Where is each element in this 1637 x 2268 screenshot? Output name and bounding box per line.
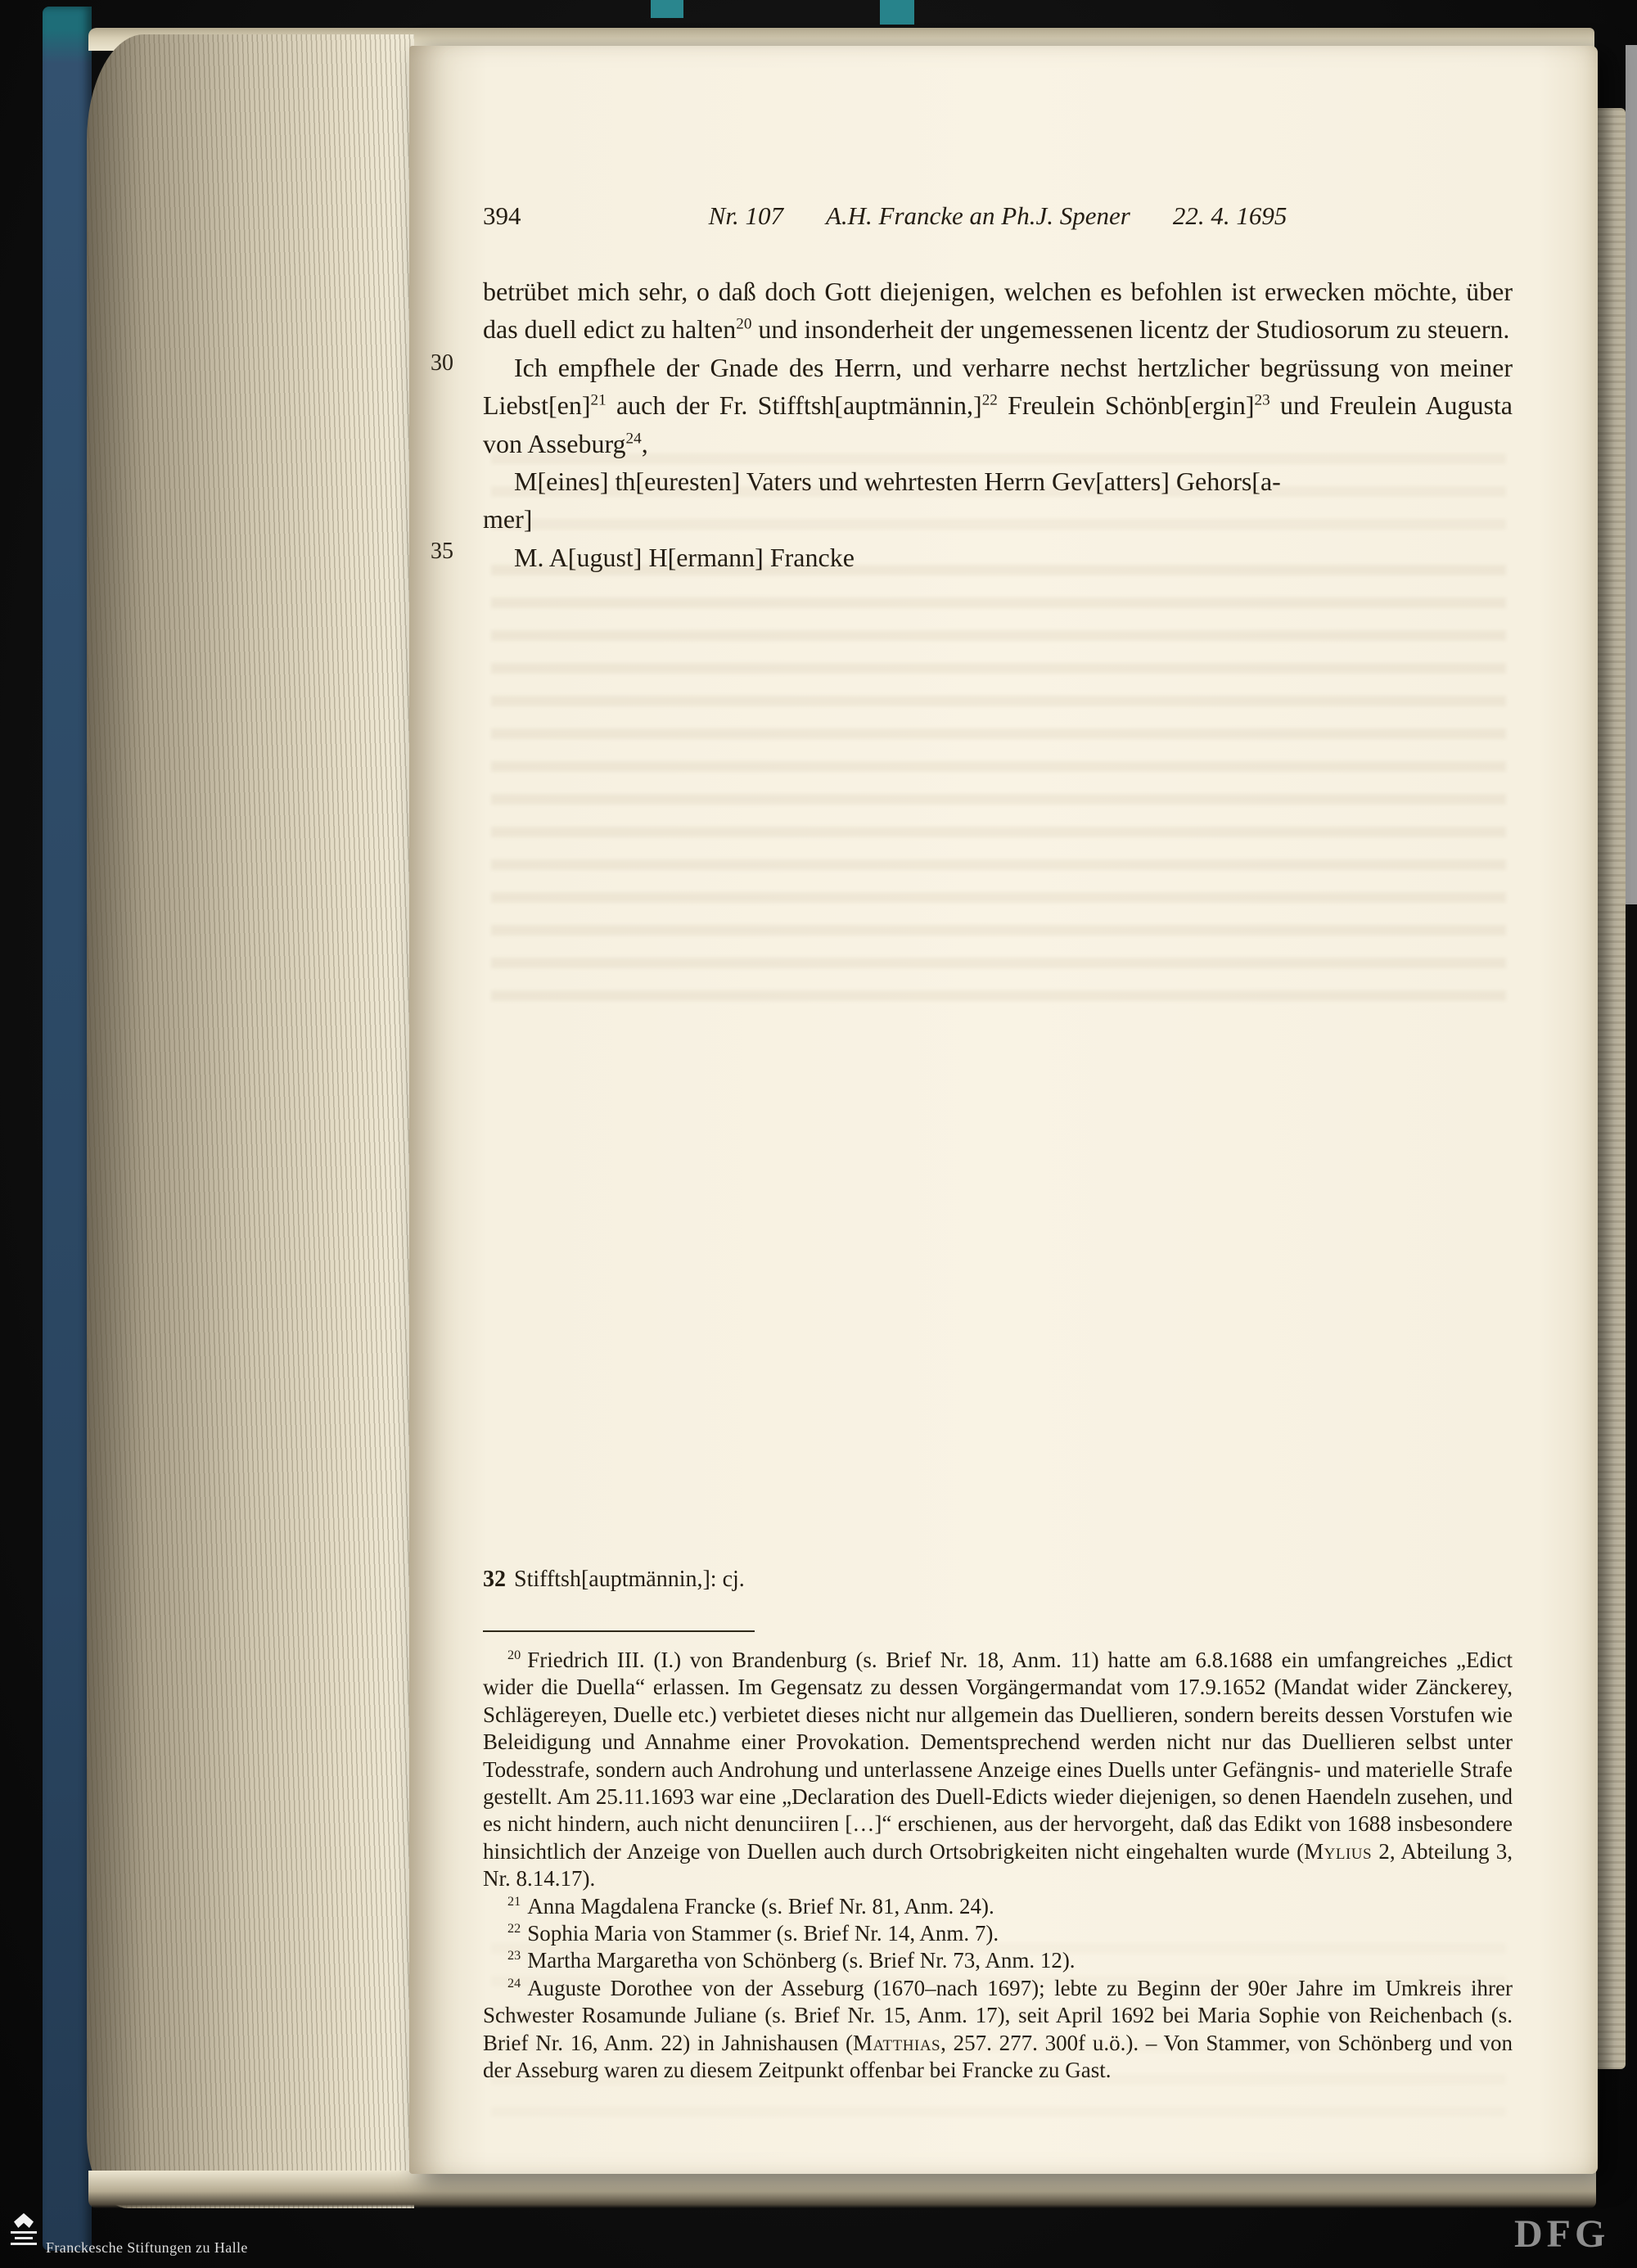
emblem-text-line (11, 2243, 37, 2245)
apparatus-text: Stifftsh[auptmännin,]: cj. (514, 1567, 745, 1592)
letter-paragraph (483, 462, 1513, 539)
apparatus-entry (483, 1567, 1513, 1593)
book-spine (43, 7, 92, 2251)
dfg-logo: DFG (1514, 2212, 1610, 2256)
background-object-teal (651, 0, 683, 18)
letter-paragraph (483, 349, 1513, 462)
footnote-number: 23 (507, 1948, 521, 1964)
footnote-text: Martha Margaretha von Schönberg (s. Brief Nr. 73, Anm. 12). (527, 1948, 1076, 1973)
line-number-30: 30 (431, 350, 453, 376)
letter-segment: betrübet mich sehr, o daß doch Gott diejenigen, welchen es befohlen ist erwecken möchte, über das duell edict zu halten (483, 277, 1513, 345)
letter-date: 22. 4. 1695 (1172, 201, 1288, 230)
letter-segment: M. A[ugust] H[ermann] Francke (514, 542, 855, 572)
library-name: Franckesche Stiftungen zu Halle (46, 2239, 248, 2256)
footnote-ref-22: 22 (981, 391, 998, 409)
footnote-ref-21: 21 (590, 391, 607, 409)
footnote-21 (483, 1893, 1513, 1920)
bleedthrough-text (491, 565, 1506, 1013)
page-edges-right (1598, 108, 1626, 2069)
emblem-text-line (15, 2237, 33, 2239)
footnote-24 (483, 1975, 1513, 2085)
footnote-text: , 257. 277. 300f u.ö.). – Von Stammer, von Schönberg und von der Asseburg waren zu diesem Zeitpunkt offenbar bei Francke zu Gast. (483, 2030, 1513, 2083)
footnote-text: Auguste Dorothee von der Asseburg (1670–nach 1697); lebte zu Beginn der 90er Jahre im Umkreis ihrer Schwester Rosamunde Juliane (s. Brief Nr. 15, Anm. 17), seit April 1692 bei Maria Sophie von Reichenbach (s. Brief Nr. 16, Anm. 22) in Jahnishausen ( (483, 1975, 1513, 2055)
footnote-20 (483, 1647, 1513, 1893)
background-edge (1626, 45, 1637, 904)
footnote-number: 21 (507, 1893, 521, 1909)
footnote-text: Friedrich III. (I.) von Brandenburg (s. Brief Nr. 18, Anm. 11) hatte am 6.8.1688 ein umfangreiches „Edict wider die Duella“ erlassen. Im Gegensatz zu dessen Vorgängermandat vom 17.9.1652 (Mandat wider Zänckerey, Schlägereyen, Duelle etc.) verbietet dieses nicht nur allgemein das Duellieren, sondern bereits dessen Vorstufen wie Beleidigung und Annahme einer Provokation. Dementsprechend werden nicht nur das Duellieren selbst unter Todesstrafe, sondern auch Androhung und unterlassene Anzeige eines Duells unter Gefängnis- und materielle Strafe gestellt. Am 25.11.1693 war eine „Declaration des Duell-Edicts wieder diejenigen, so denen Haendeln zusehen, und es nicht hindern, auch nicht denunciiren […]“ erschienen, aus der hervorgeht, daß das Edikt von 1688 insbesondere hinsichtlich der Anzeige von Duellen auch durch Ortsobrigkeiten nicht eingehalten wurde ( (483, 1648, 1513, 1864)
letter-segment: mer] (483, 504, 533, 534)
footnote-ref-23: 23 (1254, 391, 1270, 409)
emblem-text-line (11, 2231, 37, 2234)
page-edges-left (87, 34, 414, 2208)
letter-segment: und Freulein Augusta von Asseburg (483, 390, 1513, 458)
letter-number: Nr. 107 (708, 201, 783, 230)
letter-segment: Ich empfhele der Gnade des Herrn, und verharre nechst hertzlicher begrüssung von meiner Liebst[en] (483, 352, 1513, 421)
book-page (409, 46, 1598, 2174)
running-head (483, 201, 1513, 231)
letter-paragraph (483, 273, 1513, 349)
letter-text (483, 273, 1513, 576)
franckesche-stiftungen-emblem (10, 2213, 38, 2259)
letter-title: A.H. Francke an Ph.J. Spener (825, 201, 1130, 230)
footnote-text: Anna Magdalena Francke (s. Brief Nr. 81, Anm. 24). (527, 1893, 994, 1919)
apparatus-line-number: 32 (483, 1567, 506, 1592)
letter-segment: auch der Fr. Stifftsh[auptmännin,] (606, 390, 982, 421)
footnote-ref-20: 20 (736, 315, 752, 333)
letter-segment: , (641, 428, 648, 458)
line-number-35: 35 (431, 539, 453, 564)
eagle-icon (14, 2213, 34, 2228)
letter-segment: M[eines] th[euresten] Vaters und wehrtesten Herrn Gev[atters] Gehors[a- (514, 467, 1281, 497)
footnote-22 (483, 1920, 1513, 1947)
footnote-ref-24: 24 (625, 429, 642, 447)
footnote-smallcaps: Matthias (852, 2030, 941, 2055)
footnote-number: 24 (507, 1975, 521, 1991)
letter-segment: und insonderheit der ungemessenen licentz der Studiosorum zu steuern. (751, 314, 1510, 345)
footnote-number: 22 (507, 1921, 521, 1937)
footnote-separator (483, 1630, 755, 1632)
footnotes (483, 1647, 1513, 2085)
footnote-text: 2, Abteilung 3, Nr. 8.14.17). (483, 1838, 1513, 1892)
letter-segment: Freulein Schönb[ergin] (997, 390, 1255, 421)
page-header (483, 201, 1513, 231)
footnote-text: Sophia Maria von Stammer (s. Brief Nr. 14, Anm. 7). (527, 1921, 999, 1946)
background-object-teal (880, 0, 914, 25)
footnote-23 (483, 1947, 1513, 1974)
footnote-smallcaps: Mylius (1304, 1838, 1373, 1864)
letter-signature (483, 539, 1513, 576)
page-number: 394 (483, 201, 521, 230)
footnote-number: 20 (507, 1648, 521, 1662)
page-edges-bottom (88, 2171, 1596, 2208)
